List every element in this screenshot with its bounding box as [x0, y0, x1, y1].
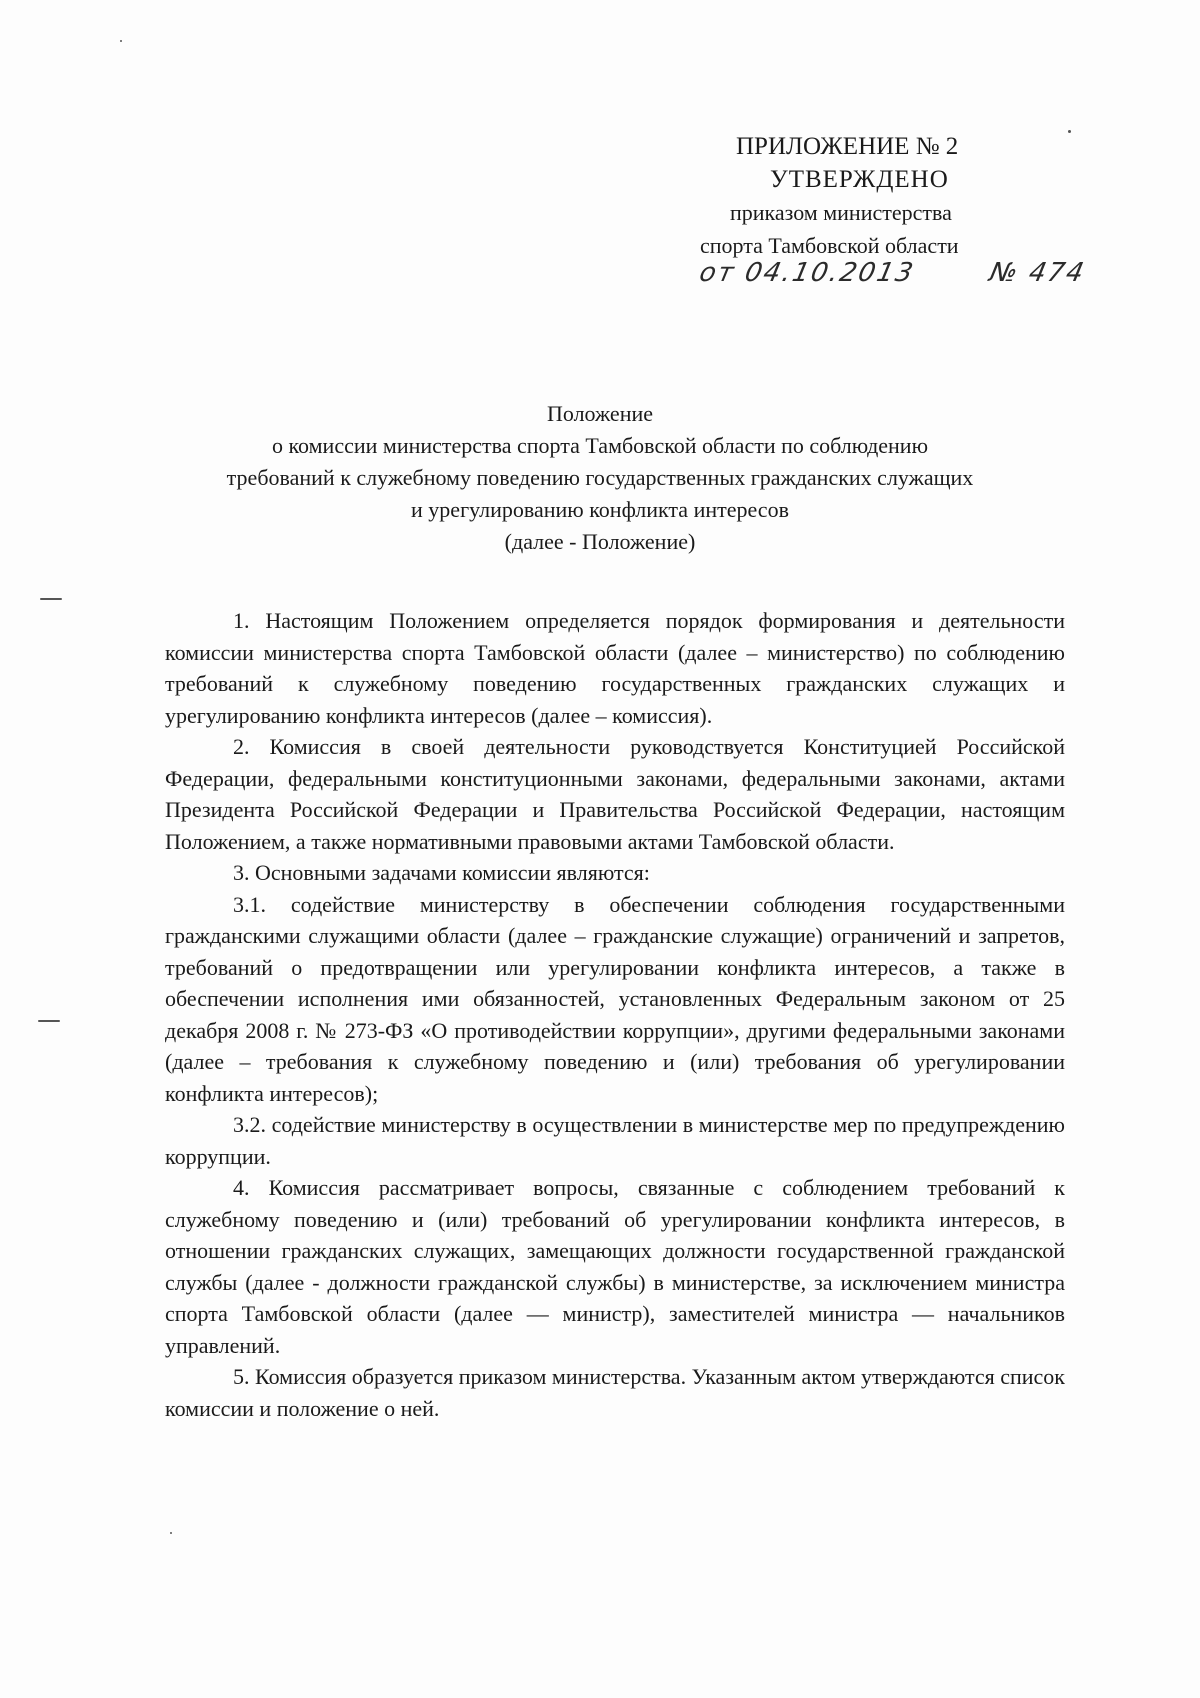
paragraph-5: 5. Комиссия образуется приказом министерства. Указанным актом утверждаются список комиссии и положение о ней. [165, 1364, 1065, 1421]
paragraph-3-1: 3.1. содействие министерству в обеспечении соблюдения государственными гражданскими служащими области (далее – гражданские служащие) ограничений и запретов, требований о предотвращении или урегулировании конфликта интересов, а также в обеспечении исполнения ими обязанностей, установленных Федеральным законом от 25 декабря 2008 г. № 273-ФЗ «О противодействии коррупции», другими федеральными законами (далее – требования к служебному поведению и (или) требования об урегулировании конфликта интересов); [165, 891, 1065, 1106]
paragraph-1: 1. Настоящим Положением определяется порядок формирования и деятельности комиссии министерства спорта Тамбовской области (далее – министерство) по соблюдению требований к служебному поведению государственных гражданских служащих и урегулированию конфликта интересов (далее – комиссия). [165, 608, 1065, 728]
handwritten-date-number [696, 258, 1120, 298]
scan-speck [40, 598, 62, 600]
paragraph-3-2: 3.2. содействие министерству в осуществлении в министерстве мер по предупреждению коррупции. [165, 1112, 1065, 1169]
title-line-2: о комиссии министерства спорта Тамбовской области по соблюдению [271, 433, 929, 458]
appendix-number: ПРИЛОЖЕНИЕ № 2 [736, 133, 959, 160]
paragraph-4: 4. Комиссия рассматривает вопросы, связанные с соблюдением требований к служебному поведению и (или) требований об урегулировании конфликта интересов, в отношении гражданских служащих, замещающих должности государственной гражданской службы (далее - должности гражданской службы) в министерстве, за исключением министра спорта Тамбовской области (далее — министр), заместителей министра — начальников управлений. [165, 1175, 1065, 1358]
approval-block [700, 130, 1120, 262]
scan-speck [1068, 130, 1071, 133]
scan-speck [120, 40, 122, 42]
document-body [165, 605, 1065, 1424]
approved-label: УТВЕРЖДЕНО [770, 166, 949, 193]
paragraph-2: 2. Комиссия в своей деятельности руководствуется Конституцией Российской Федерации, федеральными конституционными законами, федеральными законами, актами Президента Российской Федерации и Правительства Российской Федерации, настоящим Положением, а также нормативными правовыми актами Тамбовской области. [165, 734, 1065, 854]
handwritten-date: от 04.10.2013 [696, 258, 918, 288]
approval-ministry-line: спорта Тамбовской области [700, 233, 959, 258]
scan-speck [38, 1020, 60, 1022]
paragraph-3: 3. Основными задачами комиссии являются: [233, 860, 650, 885]
title-line-5: (далее - Положение) [504, 529, 696, 554]
approval-order-line: приказом министерства [730, 200, 952, 225]
scan-speck [170, 1532, 172, 1534]
handwritten-order-number: № 474 [986, 258, 1089, 288]
document-title [150, 398, 1050, 558]
title-line-1: Положение [546, 401, 653, 426]
title-line-4: и урегулированию конфликта интересов [411, 497, 789, 522]
title-line-3: требований к служебному поведению государственных гражданских служащих [226, 465, 974, 490]
